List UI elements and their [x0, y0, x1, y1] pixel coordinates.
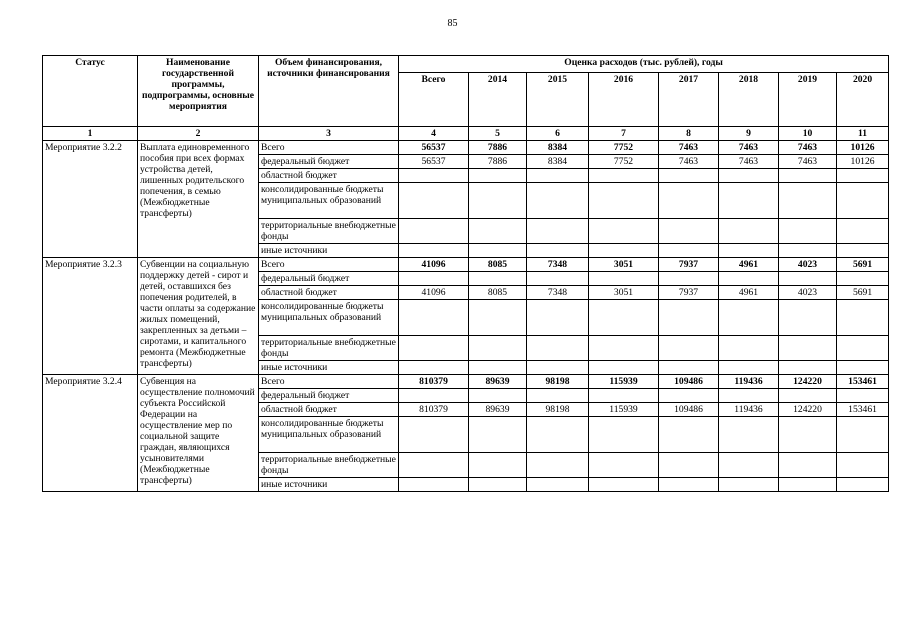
funding-source: иные источники	[259, 361, 399, 375]
table-row	[43, 258, 889, 272]
amount-cell	[779, 169, 837, 183]
amount-cell: 5691	[837, 286, 889, 300]
amount-cell	[837, 219, 889, 244]
amount-cell	[527, 300, 589, 336]
amount-cell	[589, 361, 659, 375]
amount-cell: 8384	[527, 141, 589, 155]
budget-table	[42, 55, 889, 492]
amount-cell	[469, 417, 527, 453]
amount-cell: 7463	[779, 155, 837, 169]
amount-cell	[527, 389, 589, 403]
amount-cell	[469, 478, 527, 492]
amount-cell: 109486	[659, 403, 719, 417]
amount-cell	[659, 453, 719, 478]
amount-cell	[469, 336, 527, 361]
amount-cell	[779, 300, 837, 336]
amount-cell: 810379	[399, 403, 469, 417]
amount-cell	[469, 183, 527, 219]
column-number: 2	[138, 127, 259, 141]
amount-cell: 7348	[527, 286, 589, 300]
amount-cell	[527, 336, 589, 361]
column-number-row	[43, 127, 889, 141]
funding-source: иные источники	[259, 478, 399, 492]
amount-cell	[589, 453, 659, 478]
amount-cell: 8384	[527, 155, 589, 169]
header-year: 2015	[527, 73, 589, 127]
amount-cell	[837, 336, 889, 361]
amount-cell	[659, 417, 719, 453]
amount-cell	[399, 361, 469, 375]
amount-cell	[589, 272, 659, 286]
funding-source: консолидированные бюджеты муниципальных образований	[259, 183, 399, 219]
amount-cell	[399, 336, 469, 361]
amount-cell: 7752	[589, 141, 659, 155]
amount-cell: 7463	[659, 155, 719, 169]
funding-source: территориальные внебюджетные фонды	[259, 453, 399, 478]
amount-cell	[399, 244, 469, 258]
amount-cell	[399, 389, 469, 403]
amount-cell: 124220	[779, 403, 837, 417]
amount-cell: 10126	[837, 141, 889, 155]
amount-cell	[589, 244, 659, 258]
amount-cell	[399, 417, 469, 453]
amount-cell	[589, 183, 659, 219]
amount-cell	[399, 478, 469, 492]
amount-cell: 115939	[589, 375, 659, 389]
amount-cell	[527, 453, 589, 478]
row-status: Мероприятие 3.2.4	[43, 375, 138, 492]
amount-cell: 7886	[469, 141, 527, 155]
amount-cell: 7463	[659, 141, 719, 155]
funding-source: консолидированные бюджеты муниципальных образований	[259, 417, 399, 453]
header-year: 2018	[719, 73, 779, 127]
amount-cell: 89639	[469, 403, 527, 417]
amount-cell	[719, 272, 779, 286]
column-number: 7	[589, 127, 659, 141]
amount-cell	[779, 336, 837, 361]
amount-cell	[659, 169, 719, 183]
funding-source: областной бюджет	[259, 169, 399, 183]
amount-cell	[659, 478, 719, 492]
amount-cell	[399, 219, 469, 244]
amount-cell	[527, 169, 589, 183]
amount-cell: 98198	[527, 375, 589, 389]
amount-cell	[469, 453, 527, 478]
amount-cell: 5691	[837, 258, 889, 272]
amount-cell	[589, 300, 659, 336]
amount-cell	[837, 389, 889, 403]
funding-source: территориальные внебюджетные фонды	[259, 336, 399, 361]
amount-cell	[779, 389, 837, 403]
header-year: 2020	[837, 73, 889, 127]
amount-cell: 119436	[719, 375, 779, 389]
amount-cell: 4961	[719, 258, 779, 272]
amount-cell	[527, 244, 589, 258]
amount-cell	[589, 336, 659, 361]
amount-cell	[719, 336, 779, 361]
amount-cell: 810379	[399, 375, 469, 389]
amount-cell	[659, 336, 719, 361]
amount-cell	[589, 417, 659, 453]
amount-cell	[779, 272, 837, 286]
column-number: 9	[719, 127, 779, 141]
amount-cell: 98198	[527, 403, 589, 417]
amount-cell	[719, 183, 779, 219]
amount-cell	[837, 169, 889, 183]
amount-cell	[719, 361, 779, 375]
amount-cell	[659, 389, 719, 403]
amount-cell: 7463	[779, 141, 837, 155]
amount-cell	[719, 417, 779, 453]
amount-cell	[837, 183, 889, 219]
amount-cell	[399, 272, 469, 286]
amount-cell	[399, 453, 469, 478]
amount-cell: 7348	[527, 258, 589, 272]
amount-cell	[779, 417, 837, 453]
amount-cell: 8085	[469, 286, 527, 300]
amount-cell	[779, 478, 837, 492]
header-name: Наименование государственной программы, подпрограммы, основные мероприятия	[138, 56, 259, 127]
amount-cell: 3051	[589, 258, 659, 272]
amount-cell: 7463	[719, 155, 779, 169]
column-number: 5	[469, 127, 527, 141]
funding-source: территориальные внебюджетные фонды	[259, 219, 399, 244]
table-row	[43, 375, 889, 389]
header-year: 2019	[779, 73, 837, 127]
amount-cell: 153461	[837, 375, 889, 389]
amount-cell: 7463	[719, 141, 779, 155]
amount-cell	[659, 361, 719, 375]
amount-cell	[719, 300, 779, 336]
funding-source: областной бюджет	[259, 403, 399, 417]
amount-cell	[779, 183, 837, 219]
amount-cell	[527, 478, 589, 492]
amount-cell	[659, 183, 719, 219]
amount-cell: 7752	[589, 155, 659, 169]
funding-source: Всего	[259, 141, 399, 155]
amount-cell	[527, 361, 589, 375]
amount-cell	[589, 219, 659, 244]
amount-cell	[837, 478, 889, 492]
row-status: Мероприятие 3.2.2	[43, 141, 138, 258]
header-year: 2017	[659, 73, 719, 127]
row-program-name: Выплата единовременного пособия при всех формах устройства детей, лишенных родительского попечения, в семью (Межбюджетные трансферты)	[138, 141, 259, 258]
amount-cell: 10126	[837, 155, 889, 169]
amount-cell: 56537	[399, 155, 469, 169]
amount-cell	[719, 478, 779, 492]
amount-cell	[837, 272, 889, 286]
row-program-name: Субвенции на социальную поддержку детей - сирот и детей, оставшихся без попечения родителей, в части оплаты за содержание жилых помещений, закрепленных за детьми – сиротами, и капитального ремонта (Межбюджетные трансферты)	[138, 258, 259, 375]
amount-cell	[719, 389, 779, 403]
amount-cell: 7937	[659, 286, 719, 300]
amount-cell	[837, 453, 889, 478]
amount-cell: 89639	[469, 375, 527, 389]
amount-cell	[399, 169, 469, 183]
column-number: 10	[779, 127, 837, 141]
header-status: Статус	[43, 56, 138, 127]
funding-source: Всего	[259, 258, 399, 272]
amount-cell: 4961	[719, 286, 779, 300]
funding-source: консолидированные бюджеты муниципальных образований	[259, 300, 399, 336]
amount-cell: 109486	[659, 375, 719, 389]
amount-cell	[779, 361, 837, 375]
column-number: 4	[399, 127, 469, 141]
amount-cell: 41096	[399, 258, 469, 272]
header-year: 2014	[469, 73, 527, 127]
table-body	[43, 141, 889, 492]
column-number: 11	[837, 127, 889, 141]
page-number: 85	[447, 18, 458, 29]
amount-cell	[659, 272, 719, 286]
amount-cell: 4023	[779, 286, 837, 300]
header-volume: Объем финансирования, источники финансирования	[259, 56, 399, 127]
amount-cell	[527, 219, 589, 244]
row-status: Мероприятие 3.2.3	[43, 258, 138, 375]
amount-cell: 8085	[469, 258, 527, 272]
amount-cell	[719, 244, 779, 258]
amount-cell	[779, 453, 837, 478]
amount-cell	[469, 272, 527, 286]
amount-cell	[399, 183, 469, 219]
column-number: 6	[527, 127, 589, 141]
amount-cell	[527, 272, 589, 286]
amount-cell: 56537	[399, 141, 469, 155]
amount-cell	[469, 361, 527, 375]
amount-cell	[659, 300, 719, 336]
header-year: Всего	[399, 73, 469, 127]
funding-source: областной бюджет	[259, 286, 399, 300]
amount-cell	[837, 244, 889, 258]
funding-source: федеральный бюджет	[259, 272, 399, 286]
funding-source: иные источники	[259, 244, 399, 258]
amount-cell: 115939	[589, 403, 659, 417]
amount-cell	[837, 300, 889, 336]
amount-cell: 7886	[469, 155, 527, 169]
amount-cell	[469, 300, 527, 336]
amount-cell	[527, 183, 589, 219]
amount-cell	[469, 169, 527, 183]
amount-cell	[837, 361, 889, 375]
funding-source: Всего	[259, 375, 399, 389]
column-number: 3	[259, 127, 399, 141]
column-number: 1	[43, 127, 138, 141]
amount-cell	[469, 219, 527, 244]
amount-cell	[399, 300, 469, 336]
amount-cell	[469, 244, 527, 258]
amount-cell	[589, 169, 659, 183]
amount-cell	[779, 219, 837, 244]
amount-cell: 7937	[659, 258, 719, 272]
header-year: 2016	[589, 73, 659, 127]
table-row	[43, 141, 889, 155]
amount-cell	[659, 244, 719, 258]
funding-source: федеральный бюджет	[259, 155, 399, 169]
amount-cell	[837, 417, 889, 453]
amount-cell: 124220	[779, 375, 837, 389]
column-number: 8	[659, 127, 719, 141]
amount-cell: 41096	[399, 286, 469, 300]
amount-cell: 3051	[589, 286, 659, 300]
amount-cell: 4023	[779, 258, 837, 272]
amount-cell: 153461	[837, 403, 889, 417]
amount-cell	[719, 219, 779, 244]
funding-source: федеральный бюджет	[259, 389, 399, 403]
amount-cell	[719, 453, 779, 478]
row-program-name: Субвенция на осуществление полномочий субъекта Российской Федерации на осуществление мер по социальной защите граждан, являющихся усыновителями (Межбюджетные трансферты)	[138, 375, 259, 492]
amount-cell	[527, 417, 589, 453]
amount-cell	[779, 244, 837, 258]
amount-cell	[719, 169, 779, 183]
amount-cell	[589, 389, 659, 403]
amount-cell	[469, 389, 527, 403]
amount-cell: 119436	[719, 403, 779, 417]
amount-cell	[659, 219, 719, 244]
header-estimate: Оценка расходов (тыс. рублей), годы	[399, 56, 889, 73]
amount-cell	[589, 478, 659, 492]
